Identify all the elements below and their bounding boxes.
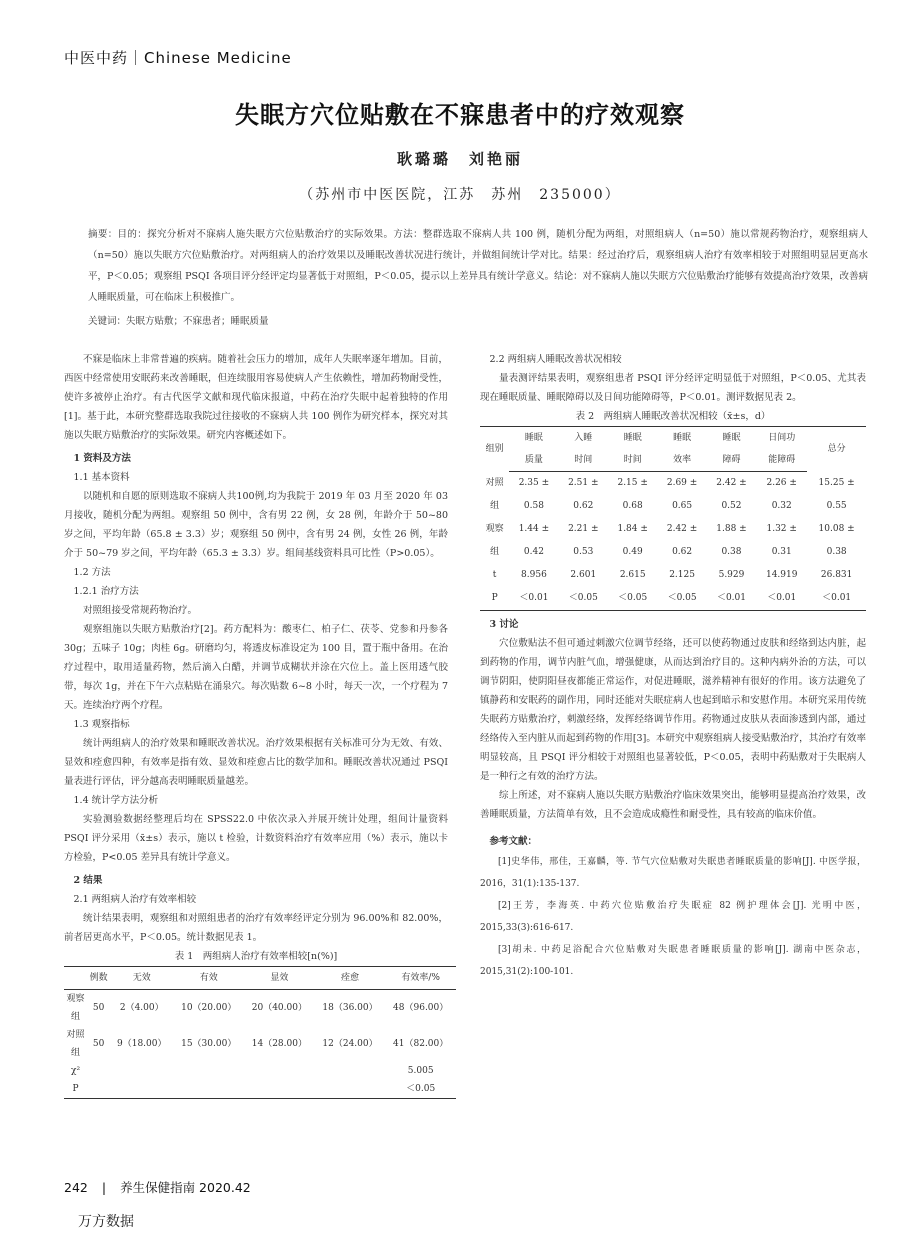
section-header: 中医中药｜Chinese Medicine [64, 49, 292, 67]
table2-cell: 0.52 [721, 501, 742, 511]
heading-methods: 1 资料及方法 [73, 453, 131, 464]
table-row [480, 541, 866, 564]
table2-row-label: 观察 [485, 524, 504, 534]
table2-cell: 2.15 ± [617, 478, 648, 488]
table2-cell: 0.38 [721, 547, 742, 557]
table2-cell: 2.26 ± [766, 478, 797, 488]
table2-header: 时间 [559, 449, 608, 472]
table-row [480, 495, 866, 518]
table2-header: 入睡 [559, 427, 608, 450]
paragraph-conclusion: 综上所述，对不寐病人施以失眠方贴敷治疗临床效果突出，能够明显提高治疗效果，改善睡眠质量，方法简单有效，且不会造成成瘾性和耐受性，具有较高的临床价值。 [480, 790, 866, 820]
table2-cell: 2.615 [619, 570, 646, 580]
table2-cell: ＜0.01 [509, 587, 558, 611]
table2-cell: 0.58 [523, 501, 544, 511]
watermark: 万方数据 [78, 1214, 134, 1230]
table1-cell: 50 [92, 1039, 105, 1049]
abstract: 摘要：目的：探究分析对不寐病人施失眠方穴位贴敷治疗的实际效果。方法：整群选取不寐病人共 100 例，随机分配为两组，对照组病人（n=50）施以常规药物治疗，观察组病人（n=50）施以失眠方穴位贴敷治疗。对两组病人的治疗效果以及睡眠改善状况进行统计，并做组间统计学对比。结果：经过治疗后，观察组病人治疗有效率相较于对照组明显居更高水平，P＜0.05；观察组 PSQI 各项目评分经评定均显著低于对照组，P＜0.05，提示以上差异具有统计学意义。结论：对不寐病人施以失眠方穴位贴敷治疗能够有效提高治疗效果，改善病人睡眠质量，可在临床上积极推广。 [88, 229, 868, 303]
heading-method: 1.2 方法 [73, 567, 111, 578]
table2-cell: 2.21 ± [568, 524, 599, 534]
table2-cell: 2.69 ± [666, 478, 698, 488]
table1-group-label: 对照 组 [66, 1030, 85, 1058]
table2-cell: ＜0.05 [608, 587, 657, 611]
table-row [480, 518, 866, 541]
table1-cell: 48（96.00） [393, 1003, 449, 1013]
paragraph-statistics: 实验测验数据经整理后均在 SPSS22.0 中依次录入并展开统计处理，组间计量资料 PSQI 评分采用（x̄±s）表示，施以 t 检验，计数资料治疗有效率应用（%）表示，施以卡方检验，P<0.05 差异具有统计学意义。 [64, 814, 448, 863]
table2-cell: 1.32 ± [766, 524, 797, 534]
table1-header: 例数 [87, 967, 110, 990]
table2-header: 能障碍 [756, 449, 807, 472]
table2-cell: 5.929 [718, 570, 745, 580]
table2-header: 障碍 [707, 449, 756, 472]
intro-paragraph: 不寐是临床上非常普遍的疾病。随着社会压力的增加，成年人失眠率逐年增加。目前，西医中经常使用安眠药来改善睡眠，但连续服用容易使病人产生依赖性，增加药物耐受性，使许多被停止治疗。有古代医学文献和现代临床报道，中药在治疗失眠中起着独特的作用[1]。基于此，本研究整群选取我院过往接收的不寐病人共 100 例作为研究样本，探究对其施以失眠方贴敷治疗的实际效果。研究内容概述如下。 [64, 354, 448, 441]
reference-item: [2]王芳，李海英. 中药穴位贴敷治疗失眠症 82 例护理体会[J]. 光明中医，2015,33(3):616-617. [480, 901, 866, 933]
table2-cell: 0.42 [523, 547, 544, 557]
table2-cell: 8.956 [521, 570, 547, 580]
table1-cell: 50 [92, 1003, 105, 1013]
table-row [480, 587, 866, 611]
references-list [480, 851, 866, 983]
table1-cell: 14（28.00） [251, 1039, 307, 1049]
table2-cell: 0.68 [622, 501, 643, 511]
table2-cell: ＜0.01 [707, 587, 756, 611]
table2-cell: 0.32 [771, 501, 792, 511]
table2-cell: 0.38 [826, 547, 847, 557]
table-row [480, 472, 866, 496]
table1-header: 痊愈 [315, 967, 386, 990]
table1-caption: 表 1 两组病人治疗有效率相较[n(%)] [174, 951, 338, 962]
heading-treatment: 1.2.1 治疗方法 [73, 586, 139, 597]
table1-chi-value: 5.005 [407, 1066, 434, 1076]
table2-row-label: 组 [490, 547, 500, 557]
journal-issue: 养生保健指南 2020.42 [120, 1180, 251, 1195]
table2-cell: 0.62 [672, 547, 693, 557]
table2-cell: 15.25 ± [818, 477, 855, 488]
table2-group-header: 组别 [480, 427, 509, 472]
keywords: 关键词：失眠方贴敷；不寐患者；睡眠质量 [88, 316, 269, 327]
table-row [64, 990, 456, 1027]
heading-sleep: 2.2 两组病人睡眠改善状况相较 [489, 354, 622, 365]
references-title: 参考文献： [489, 836, 538, 847]
table2-cell: 2.125 [669, 570, 695, 580]
heading-discussion: 3 讨论 [489, 619, 519, 630]
heading-results: 2 结果 [73, 875, 103, 886]
table2-cell: 2.35 ± [518, 478, 550, 488]
table1-cell: 41（82.00） [393, 1039, 449, 1049]
table2-cell: 1.84 ± [617, 524, 648, 534]
table1-cell: 12（24.00） [322, 1039, 378, 1049]
table2-cell: 0.49 [622, 547, 643, 557]
authors: 耿璐璐 刘艳丽 [396, 150, 523, 168]
paragraph-efficacy: 统计结果表明，观察组和对照组患者的治疗有效率经评定分别为 96.00%和 82.00%，前者居更高水平，P＜0.05。统计数据见表 1。 [64, 913, 448, 943]
affiliation: （苏州市中医医院，江苏 苏州 235000） [299, 187, 621, 203]
table1-cell: 15（30.00） [181, 1039, 237, 1049]
table-row [480, 564, 866, 587]
paragraph-indicators: 统计两组病人的治疗效果和睡眠改善状况。治疗效果根据有关标准可分为无效、有效、显效和痊愈四种，有效率是指有效、显效和痊愈占比的数学加和。睡眠改善状况通过 PSQI 量表进行评估，评分越高表明睡眠质量越差。 [64, 738, 448, 787]
table2-header: 时间 [608, 449, 657, 472]
table1-cell: 18（36.00） [322, 1003, 378, 1013]
table1-cell: 2（4.00） [119, 1003, 164, 1013]
table1-chi-label: χ² [70, 1066, 81, 1076]
table2-cell: 2.51 ± [568, 478, 599, 488]
table2-header: 睡眠 [707, 427, 756, 450]
table1-p-label: P [64, 1080, 87, 1099]
reference-item: [1]史华伟，邢佳，王嘉麟，等. 节气穴位贴敷对失眠患者睡眠质量的影响[J]. 中医学报，2016，31(1):135-137. [480, 857, 866, 889]
table2-cell: ＜0.05 [657, 587, 706, 611]
table2-cell: 1.44 ± [518, 524, 550, 534]
heading-basic-data: 1.1 基本资料 [73, 472, 130, 483]
table1-cell: 20（40.00） [251, 1003, 307, 1013]
table2-row-label: 组 [490, 501, 500, 511]
table2-row-label: P [480, 587, 509, 611]
table1-header: 有效 [173, 967, 244, 990]
page-footer: 242 | 养生保健指南 2020.42 [64, 1180, 251, 1195]
heading-indicators: 1.3 观察指标 [73, 719, 130, 730]
article-title: 失眠方穴位贴敷在不寐患者中的疗效观察 [235, 100, 685, 129]
table1-header: 无效 [110, 967, 173, 990]
table2-row-label: 对照 [485, 477, 504, 488]
table2-cell: 0.53 [573, 547, 594, 557]
paragraph-discussion: 穴位敷贴法不但可通过刺激穴位调节经络，还可以使药物通过皮肤和经络到达内脏，起到药物的作用，调节内脏气血，增强健康，从而达到治疗目的。这种内病外治的方法，可以调节阴阳，使阴阳昼夜都能正常运作，对促进睡眠，滋养精神有很好的作用。该方法避免了镇静药和安眠药的副作用，同时还能对失眠症病人也起到暗示和安慰作用。本研究采用传统失眠药方贴敷治疗，刺激经络，发挥经络调节作用。药物通过皮肤从表面渗透到内部，通过经络传入至内脏从而起到药物的作用[3]。本研究中观察组病人接受贴敷治疗，其治疗有效率明显较高，且 PSQI 评分相较于对照组也显著较低，P＜0.05，表明中药贴敷对于失眠病人是一种行之有效的治疗方法。 [480, 638, 866, 782]
table1-header [64, 967, 87, 990]
table2-header: 睡眠 [608, 427, 657, 450]
table1-cell: 10（20.00） [181, 1003, 237, 1013]
table2-header: 睡眠 [509, 427, 558, 450]
table2-cell: 14.919 [765, 570, 798, 580]
table2-cell: 0.62 [573, 501, 594, 511]
table-row [64, 1080, 456, 1099]
table1-p-value: ＜0.05 [385, 1080, 456, 1099]
table2-header: 总分 [807, 427, 866, 472]
left-column [64, 350, 448, 1099]
paragraph-control-treatment: 对照组接受常规药物治疗。 [83, 605, 198, 616]
table2-caption: 表 2 两组病人睡眠改善状况相较（x̄±s，d） [575, 411, 771, 422]
table2-cell: 0.31 [771, 547, 792, 557]
table-row [64, 1026, 456, 1062]
table2-header: 日间功 [756, 427, 807, 450]
table2-cell: ＜0.01 [807, 587, 866, 611]
table2-cell: 26.831 [820, 570, 853, 580]
table2-cell: ＜0.05 [559, 587, 608, 611]
table1-cell: 9（18.00） [117, 1039, 167, 1049]
table2-cell: 0.65 [672, 501, 693, 511]
paragraph-sleep: 量表测评结果表明，观察组患者 PSQI 评分经评定明显低于对照组，P＜0.05、尤其表现在睡眠质量、睡眠障碍以及日间功能障碍等，P＜0.01。测评数据见表 2。 [480, 373, 866, 403]
table2-cell: ＜0.01 [756, 587, 807, 611]
table2-cell: 2.42 ± [716, 478, 747, 488]
table2-header: 效率 [657, 449, 706, 472]
table2-row-label: t [492, 570, 497, 580]
paragraph-observation-treatment: 观察组施以失眠方贴敷治疗[2]。药方配料为：酸枣仁、柏子仁、茯苓、党参和丹参各 30g；五味子 10g；肉桂 6g。研磨均匀，将透皮标准设定为 100 目，置于瓶中备用。在治疗过程中，取用适量药物，然后滴入白醋，并调节成糊状并涂在穴位上。盖上医用透气胶带，每次 1g，并在下午六点粘贴在涌泉穴。每次贴数 6~8 小时，每天一次，一个疗程为 7 天。连续治疗两个疗程。 [64, 624, 448, 711]
page-number: 242 [64, 1180, 88, 1195]
right-column [480, 350, 866, 983]
heading-efficacy: 2.1 两组病人治疗有效率相较 [73, 894, 197, 905]
table2-cell: 10.08 ± [818, 524, 855, 534]
table1-header: 有效率/% [385, 967, 456, 990]
reference-item: [3]胡未. 中药足浴配合穴位贴敷对失眠患者睡眠质量的影响[J]. 湖南中医杂志，2015,31(2):100-101. [480, 945, 866, 977]
table1-header: 显效 [244, 967, 315, 990]
table-efficacy [64, 966, 456, 1099]
table2-header: 质量 [509, 449, 558, 472]
heading-statistics: 1.4 统计学方法分析 [73, 795, 159, 806]
table2-cell: 1.88 ± [716, 524, 747, 534]
table2-cell: 0.55 [826, 501, 847, 511]
table-sleep [480, 426, 866, 611]
table1-group-label: 观察 组 [66, 994, 85, 1022]
table2-header: 睡眠 [657, 427, 706, 450]
table2-cell: 2.601 [570, 570, 597, 580]
table2-cell: 2.42 ± [666, 524, 698, 534]
table-row [64, 1062, 456, 1080]
paragraph-basic-data: 以随机和自愿的原则选取不寐病人共100例,均为我院于 2019 年 03 月至 2020 年 03 月接收，随机分配为两组。观察组 50 例中，含有男 22 例，女 28 例，年龄介于 50~80 岁之间，平均年龄（65.8 ± 3.3）岁；观察组 50 例中，含有男 24 例，女性 26 例，年龄介于 50~79 岁之间，平均年龄（65.3 ± 3.3）岁。组间基线资料具可比性（P>0.05）。 [64, 491, 448, 559]
